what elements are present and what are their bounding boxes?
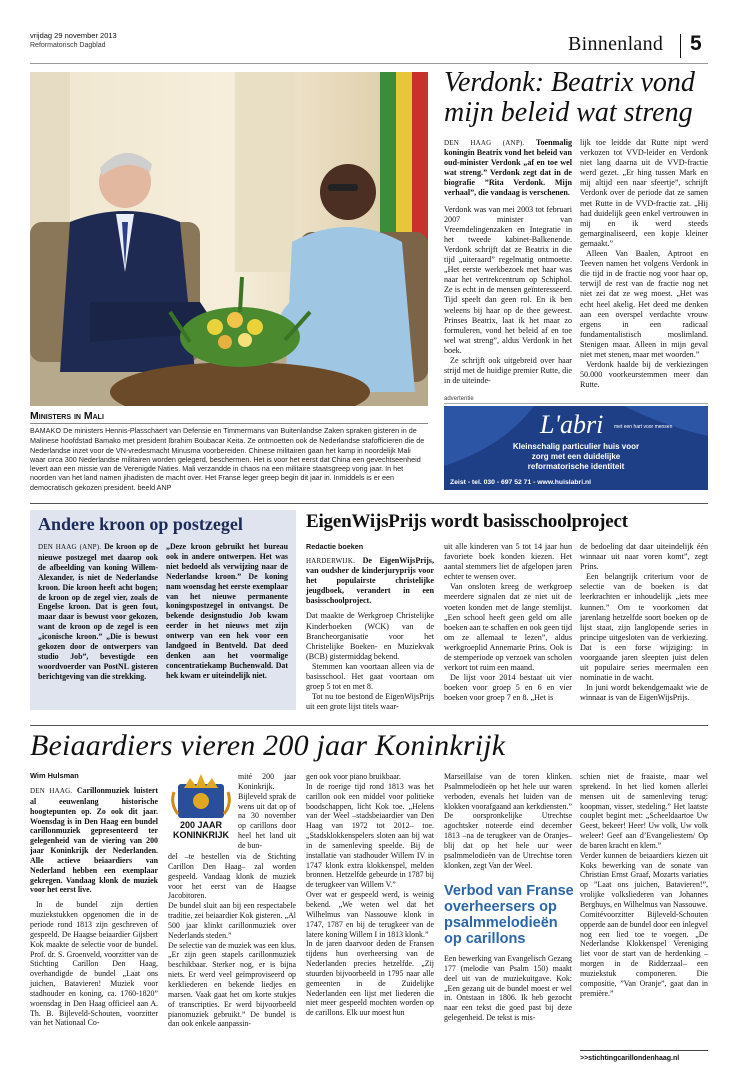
photo-caption xyxy=(30,426,428,492)
beiaard-column-2b: del –te bestellen via de Stichting Carillon Den Haag– zal worden gespeeld. Vandaag klonk de muziek voor het eerst van de Haagse Jacobitoren. De bundel sluit aan bij een respectabele traditie, zei beiaardier Kok gisteren. „Al 500 jaar klinkt carillonmuziek over Nederlands steden.” De selectie van de muziek was een klus. „Er zijn geen stapels carillonmuziek beschikbaar. Sterker nog, er is bijna niets. Er werd veel geïmproviseerd op kerkliederen en bekende liedjes en marsen. Vaak gaat het om korte stukjes of transcripties. Er werd bijvoorbeeld pianomuziek gebruikt.” De bundel is dan ook enkele aanpassin- xyxy=(168,852,296,1029)
verdonk-paragraph: lijk toe leidde dat Rutte nipt werd verkozen tot VVD-leider en Verdonk niet lang daarna uit de VVD-fractie werd gezet. „Er hing tussen Mark en mij altijd een naar sfeertje”, schrijft Verdonk over de periode dat ze samen met Rutte in de VVD-fractie zat. „Hij had duidelijk geen enkel vertrouwen in mij en ik werd steeds gemarginaliseerd, een kopje kleiner gemaakt.” xyxy=(580,138,708,248)
verdonk-column-2 xyxy=(580,138,708,390)
beiaard-subheading: Verbod van Franse overheersers op psalmmelodieën op carillons xyxy=(444,883,574,947)
verdonk-paragraph: Ze schrijft ook uitgebreid over haar strijd met de huidige premier Rutte, die in de uiteinde- xyxy=(444,355,572,386)
eigen-paragraph: De lijst voor 2014 bestaat uit vier boeken voor groep 5 en 6 en vier boeken voor groep 7 en 8. „Het is xyxy=(444,673,572,703)
eigen-column-3 xyxy=(580,542,708,704)
news-photo xyxy=(30,72,428,406)
logo-line: KONINKRIJK xyxy=(172,830,229,840)
ad-line: Kleinschalig particulier huis voor xyxy=(512,442,640,451)
beiaard-column-5: schien niet de fraaiste, maar wel sprekend. In het lied komen allerlei mensen uit de samenleving terug: koopman, visser, stedeling.” Het laatste couplet begint met: „Scheeldaartoe Uw Geest, bekeer! Heer! Uw volk, Uw volk weleer! Geef aan d’Evangeliestem/ Op de baren kracht en klem.” Verder kunnen de beiaardiers kiezen uit Koks bewerking van de sonate van Christian Ernst Graaf, Mozarts variaties op ”Laat ons juichen, Batavieren!”, vrolijke volksliederen van Johannes Berghuys, en Wilhelmus van Nassouwe. Comitévoorzitter Bijleveld-Schouten opperde aan de bundel door een inlegvel nog een lied toe te voegen. „De Nederlandse Klokkenspel Vereniging liet voor de start van de herdenking –morgen in de Ridderzaal– een muziekstuk componeren. Die compositie, ”Van Oranje”, gaat dan in première.” xyxy=(580,772,708,998)
masthead-paper: Reformatorisch Dagblad xyxy=(30,42,106,49)
ad-tagline: met een hart voor mensen xyxy=(614,424,673,430)
logo-line: 200 JAAR xyxy=(179,820,223,830)
beiaard-dateline: DEN HAAG. xyxy=(30,787,73,795)
divider xyxy=(30,725,708,726)
page-number: 5 xyxy=(690,32,702,55)
eigen-lead: De EigenWijsPrijs, van oudsher de kinderjuryprijs voor het populairste christelijke jeugdboek, verandert in een basisschoolproject. xyxy=(306,556,434,606)
beiaard-byline: Wim Hulsman xyxy=(30,771,79,780)
eigen-byline: Redactie boeken xyxy=(306,542,364,551)
beiaard-column-1 xyxy=(30,786,158,1028)
ad-label: advertentie xyxy=(444,396,474,402)
eigen-column-2 xyxy=(444,542,572,704)
beiaard-column-4b: Een bewerking van Evangelisch Gezang 177 (melodie van Psalm 150) maakt deel uit van de muziekuitgave. Kok: „Een gezang uit de bundel moest er wel in. Ontstaan in 1806. Ik heb gezocht naar een tekst die goed past bij deze gelegenheid. De tekst is mis- xyxy=(444,954,572,1023)
kroon-headline: Andere kroon op postzegel xyxy=(38,514,243,534)
verdonk-headline: Verdonk: Beatrix vond mijn beleid wat streng xyxy=(444,67,695,128)
beiaard-column-2a: mité 200 jaar Koninkrijk. Bijleveld sprak de wens uit dat op of na 30 november op carillons door heel het land uit de bun- xyxy=(238,772,296,850)
verdonk-paragraph: Verdonk haalde bij de verkiezingen 50.000 voorkeurstemmen meer dan Rutte. xyxy=(580,360,708,390)
eigen-paragraph: Een belangrijk criterium voor de selectie van de boeken is dat leerkrachten er inhoudelijk „iets mee kunnen.” Om te voorkomen dat jarenlang hetzelfde soort boeken op de lijst staat, zijn langlopende series in principe uitgesloten van de verkiezing. Dat is een forse wijziging: in voorgaande jaren sleepten juist delen uit populaire series meermalen een nominatie in de wacht. xyxy=(580,572,708,683)
beiaard-column-4a: Marseillaise van de toren klinken. Psalmmelodieën op het hele uur waren verboden, evenals het luiden van de klokken voorafgaand aan kerkdiensten.” De oorspronkelijke Utrechtse agochtsker noteerde eind december 1813 –na de terugkeer van de Oranjes– blij dat op het hele uur weer psalmmelodieën van de Utrechtse toren klonken, zegt Van der Weel. xyxy=(444,772,572,870)
kroon-dateline: DEN HAAG (ANP). xyxy=(38,543,102,551)
article-link[interactable]: >>stichtingcarillondenhaag.nl xyxy=(580,1055,680,1062)
kroon-text: De kroon op de nieuwe postzegel met daarop ook de afbeelding van koning Willem-Alexander, is niet de Nederlandse kroon. Die kroon heeft acht bogen; de kroon op de zegel vier, zoals de Engelse kroon. Dat is geen fout, maar daar is bewust voor gekozen, want de kroon op de zegel is een „iconische kroon.” „Die is bewust gekozen door de ontwerpers van studio Job”, bevestigde een woordvoerder van PostNL gisteren berichtgeving van die strekking. xyxy=(38,542,158,681)
divider xyxy=(30,503,708,504)
section-title: Binnenland xyxy=(568,33,664,55)
ad-line: reformatorische identiteit xyxy=(527,462,625,471)
advertisement[interactable] xyxy=(444,406,708,490)
kroon-column-2: „Deze kroon gebruikt het bureau ook in andere ontwerpen. Het was niet bedoeld als verwijzing naar de Nederlandse kroon.” De koning nam woensdag het eerste exemplaar van het nieuwe permanente koningspostzegel in ontvangst. De bekende designstudio Job kwam eerder in het nieuws met zijn ontwerp van een hek voor een landgoed in Bentveld. Dat deed denken aan het voormalige concentratiekamp Buchenwald. Dat hek kwam er uiteindelijk niet. xyxy=(166,542,288,680)
ministers-meeting-illustration xyxy=(30,72,428,406)
verdonk-dateline: DEN HAAG (ANP). xyxy=(444,139,525,147)
ad-contact[interactable]: Zeist - tel. 030 - 697 52 71 - www.huislabri.nl xyxy=(450,479,592,486)
photo-credit: beeld ANP xyxy=(137,482,172,492)
verdonk-column-1 xyxy=(444,138,572,386)
kroon-column-1 xyxy=(38,542,158,682)
divider xyxy=(680,34,681,58)
divider xyxy=(580,1050,708,1051)
eigen-paragraph: Dat maakte de Werkgroep Christelijke Kinderboeken (WCK) van de Brancheorganisatie voor het Christelijke Boeken- en Muziekvak (BCB) gistermiddag bekend. xyxy=(306,611,434,661)
verdonk-paragraph: Alleen Van Baalen, Aptroot en Teeven namen het volgens Verdonk in die tijd in de fractie nog voor haar op, terwijl de rest van de fractie nog net niet zei dat ze weg moest. „Het was echt heel akelig. Het deed me denken aan een overspel verdachte vrouw ergens in een radicaal fundamentalistisch moslimland. Stenigen maar. Alleen in mijn geval niet met stenen, maar met woorden.” xyxy=(580,249,708,359)
beiaard-headline: Beiaardiers vieren 200 jaar Koninkrijk xyxy=(30,729,506,762)
eigen-dateline: HARDERWIJK. xyxy=(306,557,356,565)
eigen-paragraph: Tot nu toe bestond de EigenWijsPrijs uit een grote lijst titels waar- xyxy=(306,692,434,712)
masthead-date: vrijdag 29 november 2013 xyxy=(30,31,117,40)
eigen-paragraph: uit alle kinderen van 5 tot 14 jaar hun favoriete boek konden kiezen. Het aantal stemmers liet de afgelopen jaren echter te wensen over. xyxy=(444,542,572,582)
ad-brand: L'abri xyxy=(540,410,604,439)
eigen-paragraph: de bedoeling dat daar uiteindelijk één winnaar uit naar voren komt”, zegt Prins. xyxy=(580,542,708,572)
divider xyxy=(444,403,708,404)
eigen-paragraph: Stemmen kan voortaan alleen via de basisschool. Het gaat voortaan om groep 5 tot en met 8. xyxy=(306,661,434,692)
caption-text: De ministers Hennis-Plasschaert van Defensie en Timmermans van Buitenlandse Zaken spraken gisteren in de Malinese hoofdstad Bamako met president Ibrahim Boubacar Keita. Ze ontmoetten ook de Nederlandse stafofficieren die de Nederlandse inzet voor de VN-vredesmacht Minusma voorbereiden. Chinese militairen gaan het kamp in noordelijk Mali waar circa 300 Nederlandse militairen worden gelegerd, beschermen. Het is voor het eerst dat China een gevechtseenheid levert aan een missie van de Verenigde Naties. Mali verzandde in chaos na een militaire staatsgreep vorig jaar. In het noorden van het land namen jihadisten de macht over. Het Franse leger greep begin dit jaar in. Inmiddels is er een democratisch gekozen president. xyxy=(30,426,425,492)
eigen-paragraph: In juni wordt bekendgemaakt wie de winnaar is van de EigenWijsPrijs. xyxy=(580,683,708,703)
ad-line: zorg met een duidelijke xyxy=(531,452,621,461)
caption-dateline: BAMAKO xyxy=(30,428,62,435)
crown-icon xyxy=(168,772,234,820)
divider xyxy=(30,423,428,424)
photo-caption-title: Ministers in Mali xyxy=(30,410,104,422)
beiaard-paragraph: In de bundel zijn dertien muziekstukken opgenomen die in de periode rond 1813 zijn geschreven of gespeeld. De Haagse beiaardier Gijsbert Kok maakte de selectie voor de bundel. Prof. dr. S. Groenveld, voorzitter van de Stichting Carillon Den Haag, overhandigde de bundel „Laat ons juichen, Batavieren! Muziek voor stadhouder en koning, ca. 1760-1820” woensdag in Den Haag officieel aan A. Th. B. Bijleveld-Schouten, voorzitter van het Nationaal Co- xyxy=(30,900,158,1028)
eigen-paragraph: Van onsloten kreeg de werkgroep meerdere signalen dat ze niet uit de voeten konden met de lange stemlijst. „Een school heeft geen geld om alle boeken aan te schaffen en ook geen tijd om ze allemaal te lezen”, aldus werkgroeplid Annemarie Prins. Ook is de stemperiode op verzoek van scholen verkort tot ruim een maand. xyxy=(444,582,572,673)
beiaard-lead: Carillonmuziek luistert al eeuwenlang historische hoogtepunten op. Zo ook dit jaar. Woensdag is in Den Haag een bundel carillonmuziek gepresenteerd ter gelegenheid van de viering van 200 jaar Koninkrijk der Nederlanden. Alle actieve beiaardiers van Nederland hebben een exemplaar gekregen. Vandaag klonk de muziek voor het eerst live. xyxy=(30,786,158,895)
divider xyxy=(30,63,708,64)
verdonk-paragraph: Verdonk was van mei 2003 tot februari 2007 minister van Vreemdelingenzaken en Integratie in het tweede kabinet-Balkenende. Verdonk schrijft dat ze Beatrix in die tijd „uiteraard” regelmatig ontmoette. „Het eerste werkbezoek met haar was naar het vertrekcentrum op Schiphol. Ze is echt in de mensen geïnteresseerd. Tijd speelt dan geen rol. En ik ben weleens bij haar op de thee geweest. Prinses Beatrix, laat ik het maar zo formuleren, vond het beleid af en toe wel wat streng”, aldus Verdonk in het boek. xyxy=(444,204,572,355)
verdonk-lead: Toenmalig koningin Beatrix vond het beleid van oud-minister Verdonk „af en toe wel wat streng.” Verdonk zegt dat in de biografie ”Rita Verdonk. Mijn verhaal”, die vandaag is verschenen. xyxy=(444,138,572,198)
beiaard-column-3: gen ook voor piano bruikbaar. In de roerige tijd rond 1813 was het carillon ook een middel voor politieke boodschappen, licht Kok toe. „Helens van der Weel –stadsbeiaardier van Den Haag van 1972 tot 2012– toe. „Stadsklokkenspelers sloten aan bij wat in de samenleving speelde. Bij de installatie van stadhouder Willem IV in 1747 klonk extra klokkenspel, melden bronnen. Hetzelfde gebeurde in 1787 bij de terugkeer van Willem V.” Over wat er gespeeld werd, is weinig bekend. „We weten wel dat het Wilhelmus van Nassouwe klonk in 1747, 1787 en bij de terugkeer van de latere koning Willem I in 1813 klonk.” In de jaren daarvoor deden de Fransen tijdens hun overheersing van de Nederlanden precies hetzelfde. „Zij stuurden bijvoorbeeld in 1795 naar alle gemeenten in de Zuidelijke Nederlanden een lijst met liederen die niet meer gespeeld mochten worden op de carillons. Elk uur moest hun xyxy=(306,772,434,1018)
koninkrijk-logo xyxy=(168,772,234,842)
eigen-column-1 xyxy=(306,556,434,712)
eigen-headline: EigenWijsPrijs wordt basisschoolproject xyxy=(306,511,628,532)
